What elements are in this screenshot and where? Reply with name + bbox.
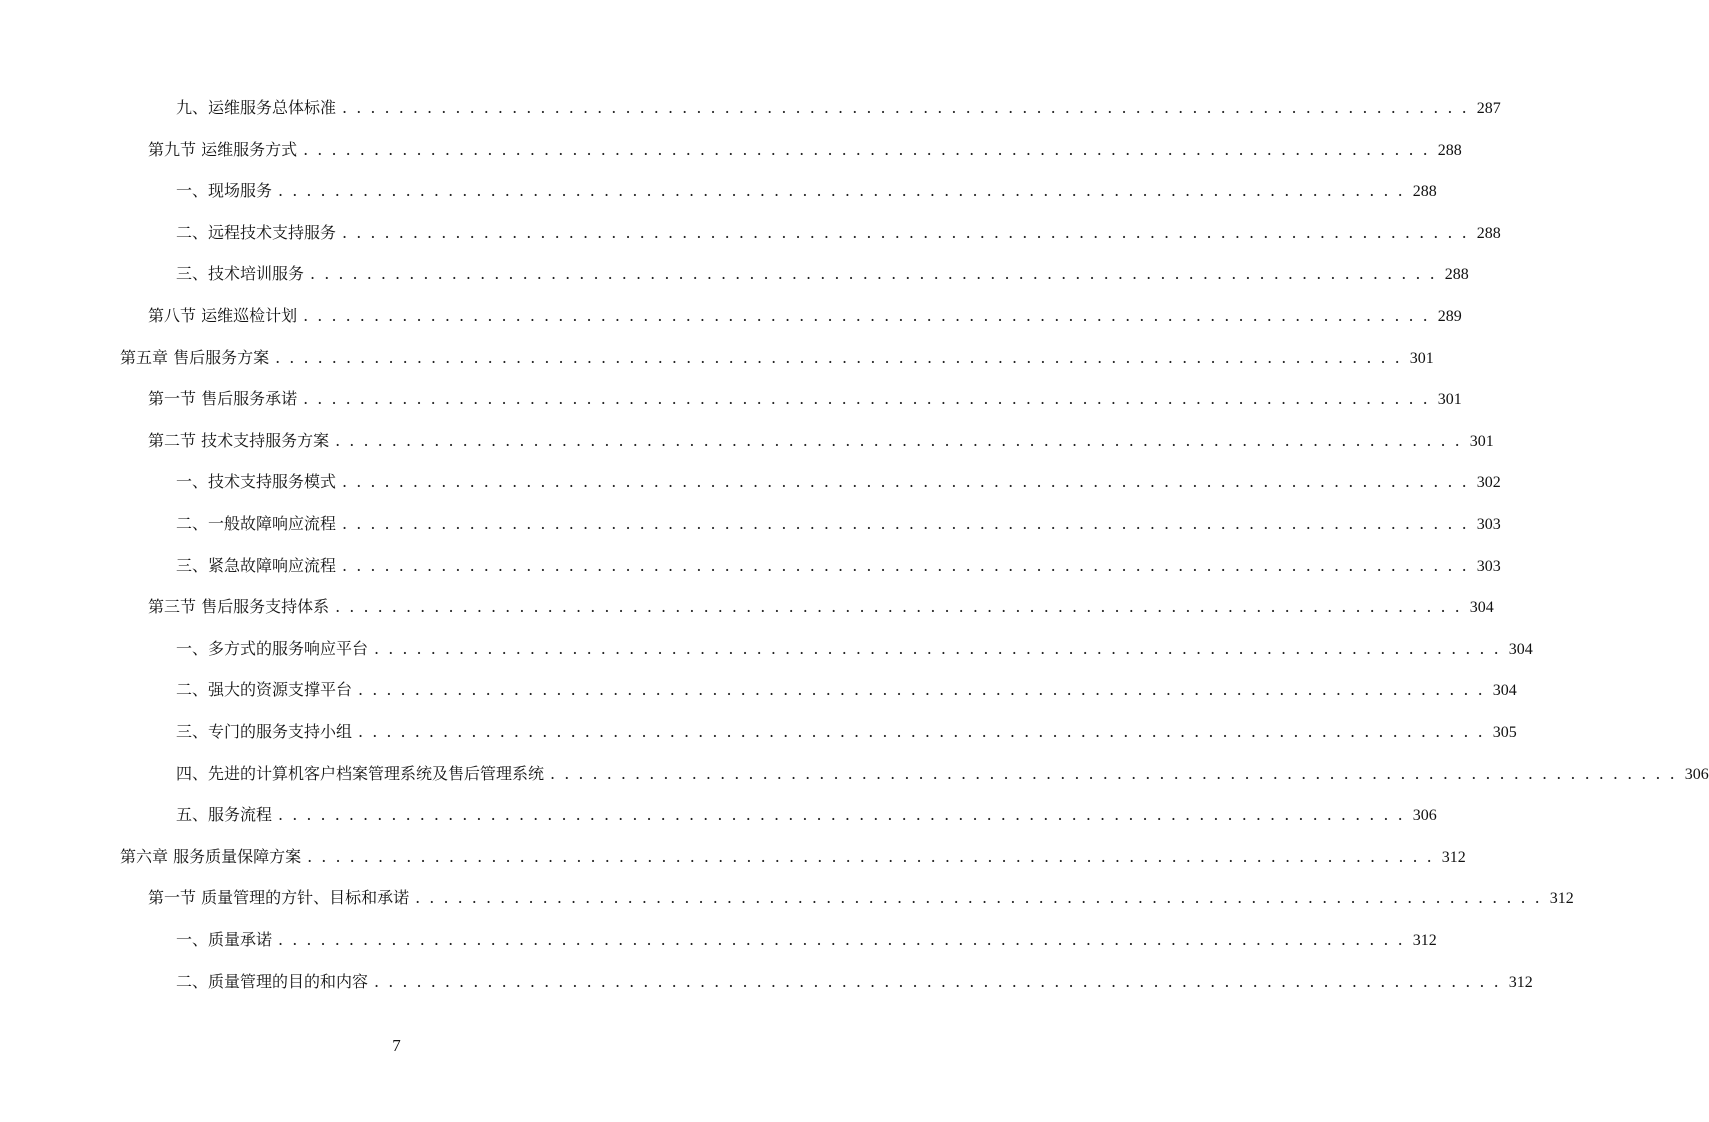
- toc-entry-page: 304: [1469, 599, 1494, 617]
- dot-leader: . . . . . . . . . . . . . . . . . . . . . . . . . . . . . . . . . . . . . . . . . . . . . . . . . . . . . . . . . . . . . . . . . . . . . . . . . . . . . . . .: [358, 680, 1485, 700]
- toc-entry-page: 288: [1412, 183, 1437, 201]
- toc-entry-title: 第一节 质量管理的方针、目标和承诺: [148, 888, 410, 908]
- toc-entry-title: 一、技术支持服务模式: [176, 472, 337, 492]
- toc-entry-title: 第一节 售后服务承诺: [148, 389, 298, 409]
- toc-entry[interactable]: [176, 678, 1517, 702]
- toc-entry-title: 三、技术培训服务: [176, 264, 305, 284]
- toc-entry-title: 五、服务流程: [176, 805, 273, 825]
- toc-entry[interactable]: [148, 304, 1462, 328]
- toc-entry[interactable]: [176, 803, 1437, 827]
- dot-leader: . . . . . . . . . . . . . . . . . . . . . . . . . . . . . . . . . . . . . . . . . . . . . . . . . . . . . . . . . . . . . . . . . . . . . . . . . . . . . . . .: [275, 347, 1402, 367]
- toc-entry-page: 304: [1508, 640, 1533, 658]
- toc-entry-title: 九、运维服务总体标准: [176, 98, 337, 117]
- toc-entry[interactable]: [148, 595, 1494, 619]
- dot-leader: . . . . . . . . . . . . . . . . . . . . . . . . . . . . . . . . . . . . . . . . . . . . . . . . . . . . . . . . . . . . . . . . . . . . . . . . . . . . . . . .: [335, 430, 1462, 450]
- dot-leader: . . . . . . . . . . . . . . . . . . . . . . . . . . . . . . . . . . . . . . . . . . . . . . . . . . . . . . . . . . . . . . . . . . . . . . . . . . . . . . . .: [310, 264, 1437, 284]
- toc-entry-title: 一、多方式的服务响应平台: [176, 638, 369, 658]
- toc-entry[interactable]: [176, 554, 1501, 578]
- toc-entry-title: 二、一般故障响应流程: [176, 514, 337, 533]
- toc-entry-title: 第五章 售后服务方案: [120, 347, 270, 367]
- dot-leader: . . . . . . . . . . . . . . . . . . . . . . . . . . . . . . . . . . . . . . . . . . . . . . . . . . . . . . . . . . . . . . . . . . . . . . . . . . . . . . . .: [278, 181, 1405, 201]
- toc-entry-page: 312: [1441, 848, 1466, 866]
- toc-entry[interactable]: [176, 470, 1501, 494]
- dot-leader: . . . . . . . . . . . . . . . . . . . . . . . . . . . . . . . . . . . . . . . . . . . . . . . . . . . . . . . . . . . . . . . . . . . . . . . . . . . . . . . .: [303, 306, 1430, 325]
- toc-entry-title: 一、质量承诺: [176, 930, 273, 949]
- toc-entry-title: 三、专门的服务支持小组: [176, 722, 353, 741]
- toc-entry-page: 301: [1409, 349, 1434, 367]
- toc-entry-title: 第三节 售后服务支持体系: [148, 597, 330, 617]
- toc-entry[interactable]: [148, 429, 1494, 453]
- dot-leader: . . . . . . . . . . . . . . . . . . . . . . . . . . . . . . . . . . . . . . . . . . . . . . . . . . . . . . . . . . . . . . . . . . . . . . . . . . . . . . . .: [278, 930, 1405, 949]
- toc-entry-title: 三、紧急故障响应流程: [176, 555, 337, 575]
- toc-entry-page: 288: [1476, 224, 1501, 242]
- dot-leader: . . . . . . . . . . . . . . . . . . . . . . . . . . . . . . . . . . . . . . . . . . . . . . . . . . . . . . . . . . . . . . . . . . . . . . . . . . . . . . . .: [550, 763, 1677, 783]
- toc-entry-page: 288: [1444, 266, 1469, 284]
- dot-leader: . . . . . . . . . . . . . . . . . . . . . . . . . . . . . . . . . . . . . . . . . . . . . . . . . . . . . . . . . . . . . . . . . . . . . . . . . . . . . . . .: [335, 597, 1462, 617]
- toc-entry[interactable]: [176, 720, 1517, 744]
- dot-leader: . . . . . . . . . . . . . . . . . . . . . . . . . . . . . . . . . . . . . . . . . . . . . . . . . . . . . . . . . . . . . . . . . . . . . . . . . . . . . . . .: [342, 555, 1469, 575]
- toc-entry[interactable]: [176, 96, 1501, 120]
- page-number: 7: [392, 1036, 401, 1055]
- toc-entry[interactable]: [176, 762, 1709, 786]
- toc-entry-page: 301: [1469, 432, 1494, 450]
- toc-entry[interactable]: [176, 221, 1501, 245]
- toc-entry-page: 301: [1437, 391, 1462, 409]
- toc-entry[interactable]: [148, 387, 1462, 411]
- toc-entry[interactable]: [176, 970, 1533, 994]
- toc-entry[interactable]: [148, 138, 1462, 162]
- toc-entry[interactable]: [148, 886, 1574, 910]
- toc-entry[interactable]: [120, 346, 1434, 370]
- toc-entry-page: 305: [1492, 724, 1517, 741]
- toc-entry-page: 312: [1549, 890, 1574, 908]
- dot-leader: . . . . . . . . . . . . . . . . . . . . . . . . . . . . . . . . . . . . . . . . . . . . . . . . . . . . . . . . . . . . . . . . . . . . . . . . . . . . . . . .: [342, 98, 1469, 117]
- dot-leader: . . . . . . . . . . . . . . . . . . . . . . . . . . . . . . . . . . . . . . . . . . . . . . . . . . . . . . . . . . . . . . . . . . . . . . . . . . . . . . . .: [307, 846, 1434, 866]
- toc-entry-page: 303: [1476, 516, 1501, 533]
- toc-entry-title: 一、现场服务: [176, 181, 273, 201]
- toc-entry-page: 302: [1476, 474, 1501, 492]
- toc-entry-title: 第八节 运维巡检计划: [148, 306, 298, 325]
- dot-leader: . . . . . . . . . . . . . . . . . . . . . . . . . . . . . . . . . . . . . . . . . . . . . . . . . . . . . . . . . . . . . . . . . . . . . . . . . . . . . . . .: [415, 888, 1542, 908]
- toc-entry-page: 304: [1492, 682, 1517, 700]
- toc-entry[interactable]: [120, 845, 1466, 869]
- dot-leader: . . . . . . . . . . . . . . . . . . . . . . . . . . . . . . . . . . . . . . . . . . . . . . . . . . . . . . . . . . . . . . . . . . . . . . . . . . . . . . . .: [303, 389, 1430, 409]
- toc-entry-title: 第六章 服务质量保障方案: [120, 846, 302, 866]
- toc-entry[interactable]: [176, 637, 1533, 661]
- toc-entry-page: 312: [1508, 973, 1533, 991]
- toc-entry-page: 303: [1476, 557, 1501, 575]
- toc-entry-page: 288: [1437, 141, 1462, 159]
- toc-entry-title: 第二节 技术支持服务方案: [148, 430, 330, 450]
- dot-leader: . . . . . . . . . . . . . . . . . . . . . . . . . . . . . . . . . . . . . . . . . . . . . . . . . . . . . . . . . . . . . . . . . . . . . . . . . . . . . . . .: [303, 139, 1430, 159]
- toc-entry[interactable]: [176, 928, 1437, 952]
- toc-entry[interactable]: [176, 262, 1469, 286]
- dot-leader: . . . . . . . . . . . . . . . . . . . . . . . . . . . . . . . . . . . . . . . . . . . . . . . . . . . . . . . . . . . . . . . . . . . . . . . . . . . . . . . .: [358, 722, 1485, 741]
- dot-leader: . . . . . . . . . . . . . . . . . . . . . . . . . . . . . . . . . . . . . . . . . . . . . . . . . . . . . . . . . . . . . . . . . . . . . . . . . . . . . . . .: [278, 805, 1405, 825]
- dot-leader: . . . . . . . . . . . . . . . . . . . . . . . . . . . . . . . . . . . . . . . . . . . . . . . . . . . . . . . . . . . . . . . . . . . . . . . . . . . . . . . .: [342, 472, 1469, 492]
- toc-entry-title: 二、质量管理的目的和内容: [176, 971, 369, 991]
- dot-leader: . . . . . . . . . . . . . . . . . . . . . . . . . . . . . . . . . . . . . . . . . . . . . . . . . . . . . . . . . . . . . . . . . . . . . . . . . . . . . . . .: [342, 222, 1469, 242]
- toc-entry[interactable]: [176, 179, 1437, 203]
- dot-leader: . . . . . . . . . . . . . . . . . . . . . . . . . . . . . . . . . . . . . . . . . . . . . . . . . . . . . . . . . . . . . . . . . . . . . . . . . . . . . . . .: [374, 971, 1501, 991]
- toc-entry-page: 289: [1437, 308, 1462, 325]
- toc-entry-title: 四、先进的计算机客户档案管理系统及售后管理系统: [176, 763, 545, 783]
- dot-leader: . . . . . . . . . . . . . . . . . . . . . . . . . . . . . . . . . . . . . . . . . . . . . . . . . . . . . . . . . . . . . . . . . . . . . . . . . . . . . . . .: [342, 514, 1469, 533]
- toc-entry-title: 二、远程技术支持服务: [176, 222, 337, 242]
- dot-leader: . . . . . . . . . . . . . . . . . . . . . . . . . . . . . . . . . . . . . . . . . . . . . . . . . . . . . . . . . . . . . . . . . . . . . . . . . . . . . . . .: [374, 638, 1501, 658]
- toc-entry[interactable]: [176, 512, 1501, 536]
- toc-entry-page: 306: [1684, 765, 1709, 783]
- toc-entry-page: 306: [1412, 807, 1437, 825]
- toc-entry-page: 287: [1476, 100, 1501, 117]
- toc-entry-page: 312: [1412, 932, 1437, 949]
- toc-entry-title: 二、强大的资源支撑平台: [176, 680, 353, 700]
- toc-entry-title: 第九节 运维服务方式: [148, 139, 298, 159]
